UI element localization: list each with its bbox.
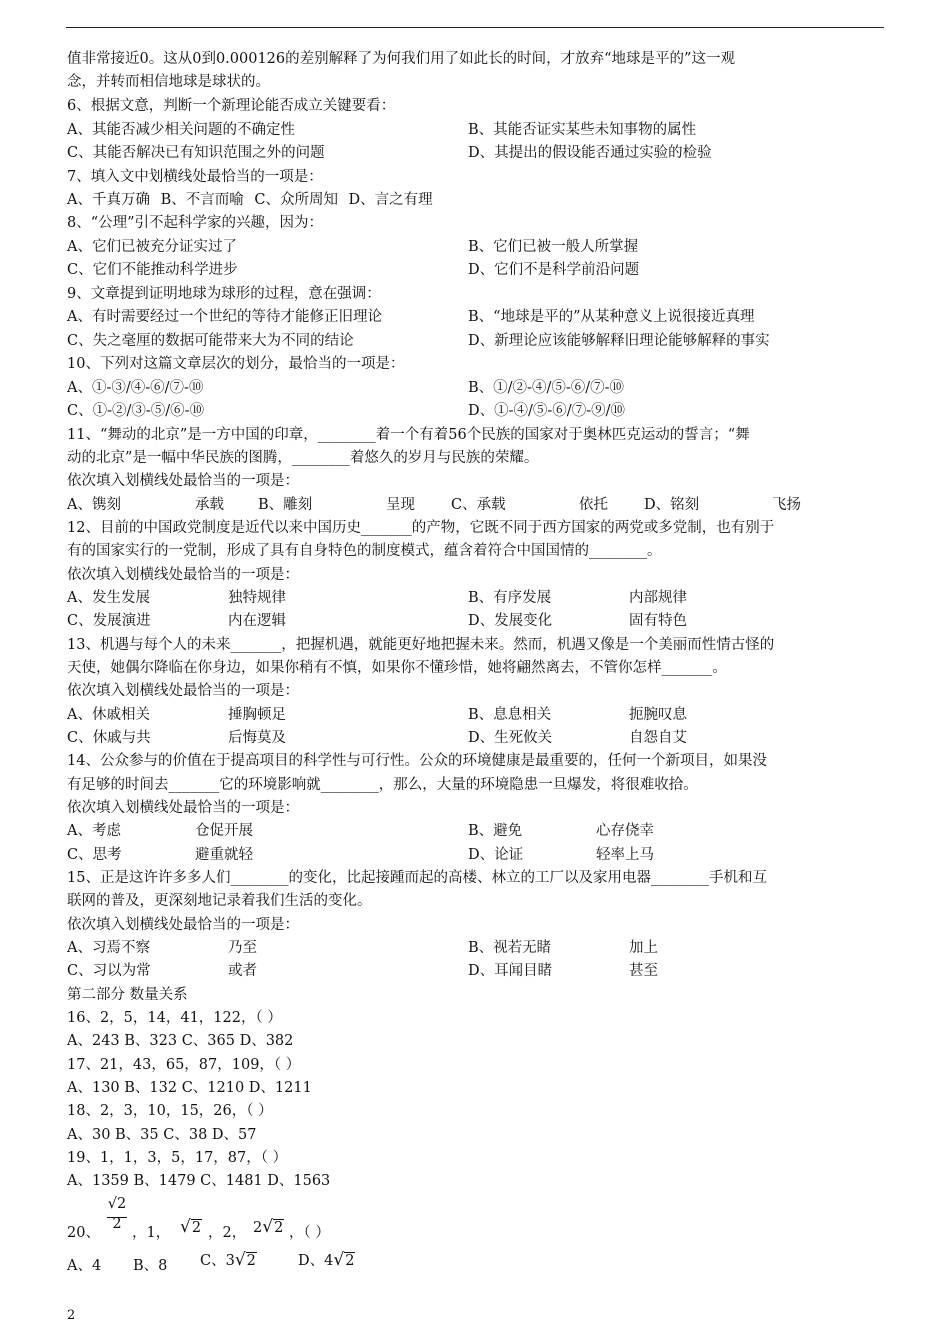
options-7: A、千真万确 B、不言而喻 C、众所周知 D、言之有理 xyxy=(67,192,433,208)
option-b-2: 加上 xyxy=(629,940,658,956)
option-b: B、有序发展 xyxy=(468,590,552,606)
text-line: 天使，她偶尔降临在你身边，如果你稍有不慎，如果你不懂珍惜，她将翩然离去，不管你怎样_______。 xyxy=(67,660,727,676)
question-17: 17、21，43，65，87，109，（ ） xyxy=(67,1057,301,1073)
option-d: D、生死攸关 xyxy=(468,730,553,746)
option-a: A、休戚相关 xyxy=(67,707,150,723)
question-12: 12、目前的中国政党制度是近代以来中国历史_______的产物，它既不同于西方国家的两党或多党制，也有别于 xyxy=(67,520,775,536)
option-c-2: 内在逻辑 xyxy=(228,613,286,629)
option-c: C、休戚与共 xyxy=(67,730,151,746)
section-title: 第二部分 数量关系 xyxy=(67,987,188,1003)
option-b: B、避免 xyxy=(468,823,523,839)
option-b: B、“地球是平的”从某种意义上说很接近真理 xyxy=(468,309,755,325)
option-b-2: 内部规律 xyxy=(629,590,687,606)
option-c-2: 依托 xyxy=(579,497,608,513)
radicand: 2 xyxy=(246,1253,256,1269)
text-line: 念，并转而相信地球是球状的。 xyxy=(67,74,270,90)
option-d: D、论证 xyxy=(468,847,524,863)
question-20-number: 20、 xyxy=(67,1225,100,1241)
sequence-tail: ，（ ） xyxy=(289,1225,330,1241)
option-d: D、其提出的假设能否通过实验的检验 xyxy=(468,145,712,161)
option-c: C、思考 xyxy=(67,847,122,863)
question-18: 18、2，3，10，15，26，（ ） xyxy=(67,1103,273,1119)
options-17: A、130 B、132 C、1210 D、1211 xyxy=(67,1080,312,1096)
option-d-2: 甚至 xyxy=(629,963,658,979)
option-d-label: D、4 xyxy=(298,1253,334,1269)
instruction: 依次填入划横线处最恰当的一项是： xyxy=(67,917,299,933)
text-line: 动的北京”是一幅中华民族的图腾，________着悠久的岁月与民族的荣耀。 xyxy=(67,450,539,466)
question-15: 15、正是这许许多多人们________的变化，比起接踵而起的高楼、林立的工厂以及家用电器________手机和互 xyxy=(67,870,767,886)
instruction: 依次填入划横线处最恰当的一项是： xyxy=(67,567,299,583)
option-c: C、失之毫厘的数据可能带来大为不同的结论 xyxy=(67,333,354,349)
option-a: A、考虑 xyxy=(67,823,121,839)
question-6: 6、根据文意，判断一个新理论能否成立关键要看： xyxy=(67,98,396,114)
instruction: 依次填入划横线处最恰当的一项是： xyxy=(67,473,299,489)
option-c-2: 后悔莫及 xyxy=(228,730,286,746)
option-b: B、视若无睹 xyxy=(468,940,552,956)
option-c: C、3√2 xyxy=(200,1250,256,1270)
question-16: 16、2，5，14，41，122，（ ） xyxy=(67,1010,282,1026)
option-d-2: 自怨自艾 xyxy=(629,730,687,746)
options-16: A、243 B、323 C、365 D、382 xyxy=(67,1033,294,1049)
option-b: B、其能否证实某些未知事物的属性 xyxy=(468,122,697,138)
question-8: 8、“公理”引不起科学家的兴趣，因为： xyxy=(67,215,324,231)
option-a: A、有时需要经过一个世纪的等待才能修正旧理论 xyxy=(67,309,382,325)
sequence-text: ，1， xyxy=(132,1225,171,1241)
question-11: 11、“舞动的北京”是一方中国的印章，________着一个有着56个民族的国家对于奥林匹克运动的誓言；“舞 xyxy=(67,427,750,443)
option-a: A、①-③/④-⑥/⑦-⑩ xyxy=(67,380,204,396)
instruction: 依次填入划横线处最恰当的一项是： xyxy=(67,683,299,699)
question-9: 9、文章提到证明地球为球形的过程，意在强调： xyxy=(67,286,381,302)
question-19: 19、1，1，3，5，17，87，（ ） xyxy=(67,1150,288,1166)
option-d: D、发展变化 xyxy=(468,613,553,629)
sqrt2: √2 xyxy=(180,1217,202,1237)
option-c-label: C、3 xyxy=(200,1253,235,1269)
fraction-denominator: 2 xyxy=(112,1216,122,1232)
option-d: D、新理论应该能够解释旧理论能够解释的事实 xyxy=(468,333,770,349)
option-c-2: 或者 xyxy=(228,963,257,979)
option-c: C、它们不能推动科学进步 xyxy=(67,262,238,278)
question-13: 13、机遇与每个人的未来_______，把握机遇，就能更好地把握未来。然而，机遇又像是一个美丽而性情古怪的 xyxy=(67,637,775,653)
two-sqrt2: 2√2 xyxy=(253,1217,284,1237)
option-d: D、耳闻目睹 xyxy=(468,963,553,979)
option-d: D、它们不是科学前沿问题 xyxy=(468,262,640,278)
option-b: B、①/②-④/⑤-⑥/⑦-⑩ xyxy=(468,380,625,396)
options-18: A、30 B、35 C、38 D、57 xyxy=(67,1127,257,1143)
option-a: A、4 xyxy=(67,1258,102,1274)
option-b-2: 呈现 xyxy=(386,497,415,513)
option-a-2: 仓促开展 xyxy=(195,823,253,839)
instruction: 依次填入划横线处最恰当的一项是： xyxy=(67,800,299,816)
option-a: A、其能否减少相关问题的不确定性 xyxy=(67,122,295,138)
option-a: A、镌刻 xyxy=(67,497,121,513)
page-number: 2 xyxy=(67,1308,76,1323)
option-b: B、它们已被一般人所掌握 xyxy=(468,239,639,255)
option-b-2: 扼腕叹息 xyxy=(629,707,687,723)
text-line: 有足够的时间去_______它的环境影响就________，那么，大量的环境隐患一旦爆发，将很难收拾。 xyxy=(67,777,698,793)
option-d: D、①-④/⑤-⑥/⑦-⑨/⑩ xyxy=(468,403,625,419)
option-c: C、习以为常 xyxy=(67,963,151,979)
option-c: C、其能否解决已有知识范围之外的问题 xyxy=(67,145,325,161)
option-a-2: 承载 xyxy=(195,497,224,513)
option-a: A、发生发展 xyxy=(67,590,150,606)
option-d-2: 固有特色 xyxy=(629,613,687,629)
question-14: 14、公众参与的价值在于提高项目的科学性与可行性。公众的环境健康是最重要的，任何一个新项目，如果没 xyxy=(67,753,767,769)
option-b: B、息息相关 xyxy=(468,707,552,723)
option-c: C、发展演进 xyxy=(67,613,151,629)
radicand: 2 xyxy=(274,1220,284,1236)
options-19: A、1359 B、1479 C、1481 D、1563 xyxy=(67,1173,331,1189)
fraction-sqrt2-over-2 xyxy=(104,1196,130,1240)
option-c: C、①-②/③-⑤/⑥-⑩ xyxy=(67,403,205,419)
text-line: 联网的普及，更深刻地记录着我们生活的变化。 xyxy=(67,893,372,909)
radicand: 2 xyxy=(345,1253,355,1269)
option-a-2: 乃至 xyxy=(228,940,257,956)
option-a-2: 捶胸顿足 xyxy=(228,707,286,723)
option-d: D、铭刻 xyxy=(644,497,700,513)
question-7: 7、填入文中划横线处最恰当的一项是： xyxy=(67,169,323,185)
text-line: 有的国家实行的一党制，形成了具有自身特色的制度模式，蕴含着符合中国国情的________。 xyxy=(67,543,662,559)
coefficient: 2 xyxy=(253,1220,263,1236)
option-a-2: 独特规律 xyxy=(228,590,286,606)
option-b: B、8 xyxy=(133,1258,168,1274)
option-d: D、4√2 xyxy=(298,1250,355,1270)
text-line: 值非常接近0。这从0到0.000126的差别解释了为何我们用了如此长的时间，才放弃“地球是平的”这一观 xyxy=(67,51,735,67)
option-b-2: 心存侥幸 xyxy=(596,823,654,839)
option-d-2: 飞扬 xyxy=(772,497,801,513)
fraction-numerator: √2 xyxy=(107,1196,127,1212)
radicand: 2 xyxy=(191,1220,202,1236)
option-a: A、习焉不察 xyxy=(67,940,150,956)
option-c-2: 避重就轻 xyxy=(195,847,253,863)
option-a: A、它们已被充分证实过了 xyxy=(67,239,237,255)
option-b: B、雕刻 xyxy=(258,497,313,513)
option-c: C、承载 xyxy=(451,497,506,513)
question-10: 10、下列对这篇文章层次的划分，最恰当的一项是： xyxy=(67,356,405,372)
header-rule xyxy=(66,27,884,28)
sequence-text: ，2， xyxy=(208,1225,247,1241)
option-d-2: 轻率上马 xyxy=(596,847,654,863)
